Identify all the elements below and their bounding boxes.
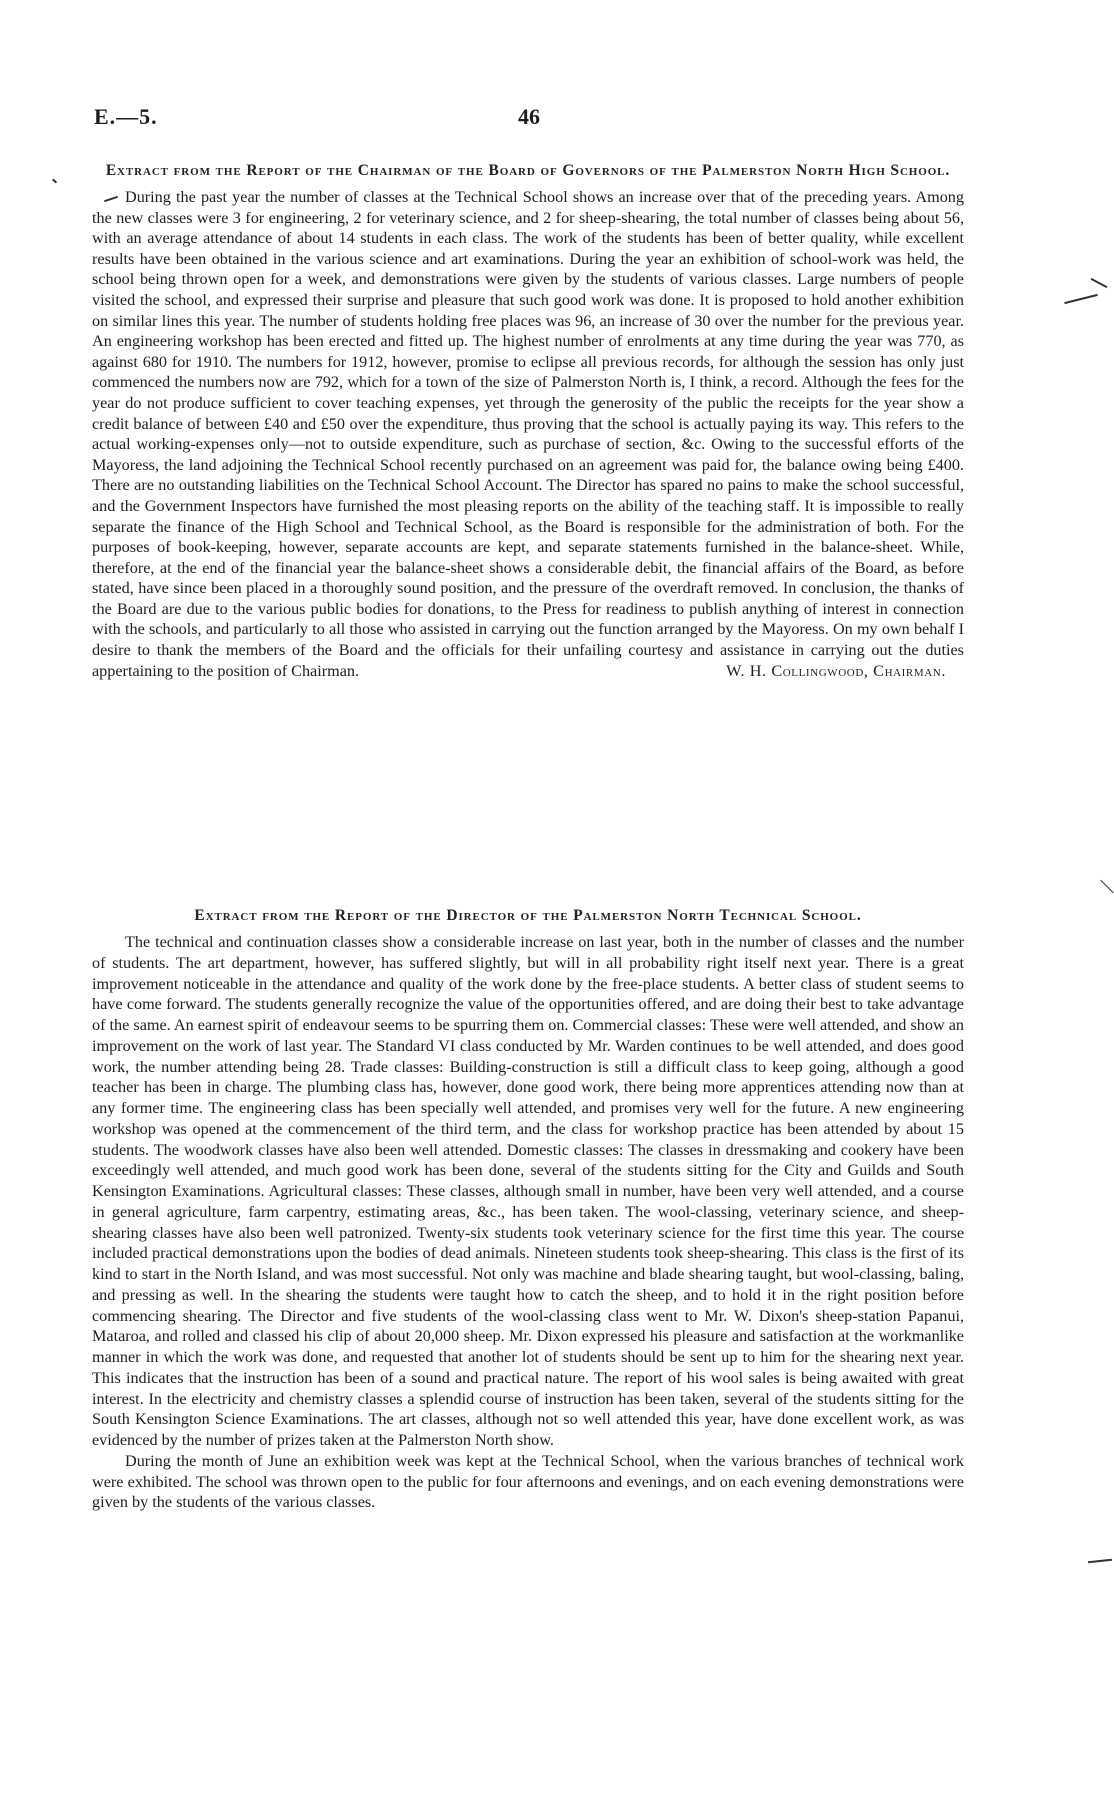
margin-mark <box>1091 278 1108 288</box>
director-report-section <box>92 906 964 1513</box>
margin-mark <box>1088 1559 1112 1563</box>
margin-mark <box>1064 294 1097 304</box>
director-report-paragraph-2: During the month of June an exhibition week was kept at the Technical School, when the various branches of technical work were exhibited. The school was thrown open to the public for four afternoons and evenings, and on each evening demonstrations were given by the students of the various classes. <box>92 1451 964 1512</box>
margin-mark <box>52 179 57 184</box>
chairman-signature-line <box>92 661 946 682</box>
director-report-paragraph-1: The technical and continuation classes show a considerable increase on last year, both in the number of classes and the number of students. The art department, however, has suffered slightly, but will in all probability right itself next year. There is a great improvement noticeable in the attendance and quality of the work done by the free-place students. A better class of student seems to have come forward. The students generally recognize the value of the opportunities offered, and are doing their best to take advantage of the same. An earnest spirit of endeavour seems to be spurring them on. Commercial classes: These were well attended, and show an improvement on the work of last year. The Standard VI class conducted by Mr. Warden continues to be well attended, and does good work, the number attending being 28. Trade classes: Building-construction is still a difficult class to keep going, although a good teacher has been in charge. The plumbing class has, however, done good work, there being more apprentices attending now than at any former time. The engineering class has been specially well attended, and promises very well for the future. A new engineering workshop was opened at the commencement of the third term, and the class for workshop practice has been attended by about 15 students. The woodwork classes have also been well attended. Domestic classes: The classes in dressmaking and cookery have been exceedingly well attended, and much good work has been done, several of the students sitting for the City and Guilds and South Kensington Examinations. Agricultural classes: These classes, although small in number, have been very well attended, and a course in general agriculture, farm carpentry, estimating areas, &c., has been taken. The wool-classing, veterinary science, and sheep-shearing classes have also been well patronized. Twenty-six students took veterinary science for the first time this year. The course included practical demonstrations upon the bodies of dead animals. Nineteen students took sheep-shearing. This class is the first of its kind to start in the North Island, and was most successful. Not only was machine and blade shearing taught, but wool-classing, baling, and pressing as well. In the shearing the students were taught how to catch the sheep, and to hold it in the right position before commencing shearing. The Director and five students of the wool-classing class went to Mr. W. Dixon's sheep-station Papanui, Mataroa, and rolled and classed his clip of about 20,000 sheep. Mr. Dixon expressed his pleasure and satisfaction at the workmanlike manner in which the work was done, and requested that another lot of students should be sent up to him for the shearing next year. This indicates that the instruction has been of a sound and practical nature. The report of his wool sales is being awaited with great interest. In the electricity and chemistry classes a splendid course of instruction has been taken, several of the students sitting for the South Kensington Science Examinations. The art classes, although not so well attended this year, have done excellent work, as was evidenced by the number of prizes taken at the Palmerston North show. <box>92 933 964 1449</box>
chairman-report-heading: Extract from the Report of the Chairman of the Board of Governors of the Palmerston North High School. <box>105 162 951 179</box>
chairman-report-body: During the past year the number of classes at the Technical School shows an increase over that of the preceding years. Among the new classes were 3 for engineering, 2 for veterinary science, and 2 for sheep-shearing, the total number of classes being about 56, with an average attendance of about 14 students in each class. The work of the students has been of better quality, while excellent results have been obtained in the various science and art examinations. During the year an exhibition of school-work was held, the school being thrown open for a week, and demonstrations were given by the students of various classes. Large numbers of people visited the school, and expressed their surprise and pleasure that such good work was done. It is proposed to hold another exhibition on similar lines this year. The number of students holding free places was 96, an increase of 30 over the number for the previous year. An engineering workshop has been erected and fitted up. The highest number of enrolments at any time during the year was 770, as against 680 for 1910. The numbers for 1912, however, promise to eclipse all previous records, for although the session has only just commenced the numbers now are 792, which for a town of the size of Palmerston North is, I think, a record. Although the fees for the year do not produce sufficient to cover teaching expenses, yet through the generosity of the public the receipts for the year show a credit balance of between £40 and £50 over the expenditure, thus proving that the school is actually paying its way. This refers to the actual working-expenses only—not to outside expenditure, such as purchase of section, &c. Owing to the successful efforts of the Mayoress, the land adjoining the Technical School recently purchased on an agreement was paid for, the balance owing being £400. There are no outstanding liabilities on the Technical School Account. The Director has spared no pains to make the school successful, and the Government Inspectors have furnished the most pleasing reports on the ability of the teaching staff. It is impossible to really separate the finance of the High School and Technical School, as the Board is responsible for the administration of both. For the purposes of book-keeping, however, separate accounts are kept, and separate statements furnished in the balance-sheet. While, therefore, at the end of the financial year the balance-sheet shows a considerable debit, the financial affairs of the Board, as before stated, have since been placed in a thoroughly sound position, and the pressure of the overdraft removed. In conclusion, the thanks of the Board are due to the various public bodies for donations, to the Press for readiness to publish anything of interest in connection with the schools, and particularly to all those who assisted in carrying out the function arranged by the Mayoress. On my own behalf I desire to thank the members of the Board and the officials for their unfailing courtesy and assistance in carrying out the duties appertaining to the position of Chairman. <box>92 188 964 680</box>
document-reference: E.—5. <box>94 104 158 129</box>
page-number: 46 <box>518 104 540 129</box>
chairman-report-section <box>92 161 964 681</box>
page-header <box>94 104 964 136</box>
chairman-signature: W. H. Collingwood, Chairman. <box>726 661 946 680</box>
margin-mark <box>1100 880 1113 893</box>
director-report-heading: Extract from the Report of the Director of the Palmerston North Technical School. <box>194 907 862 924</box>
